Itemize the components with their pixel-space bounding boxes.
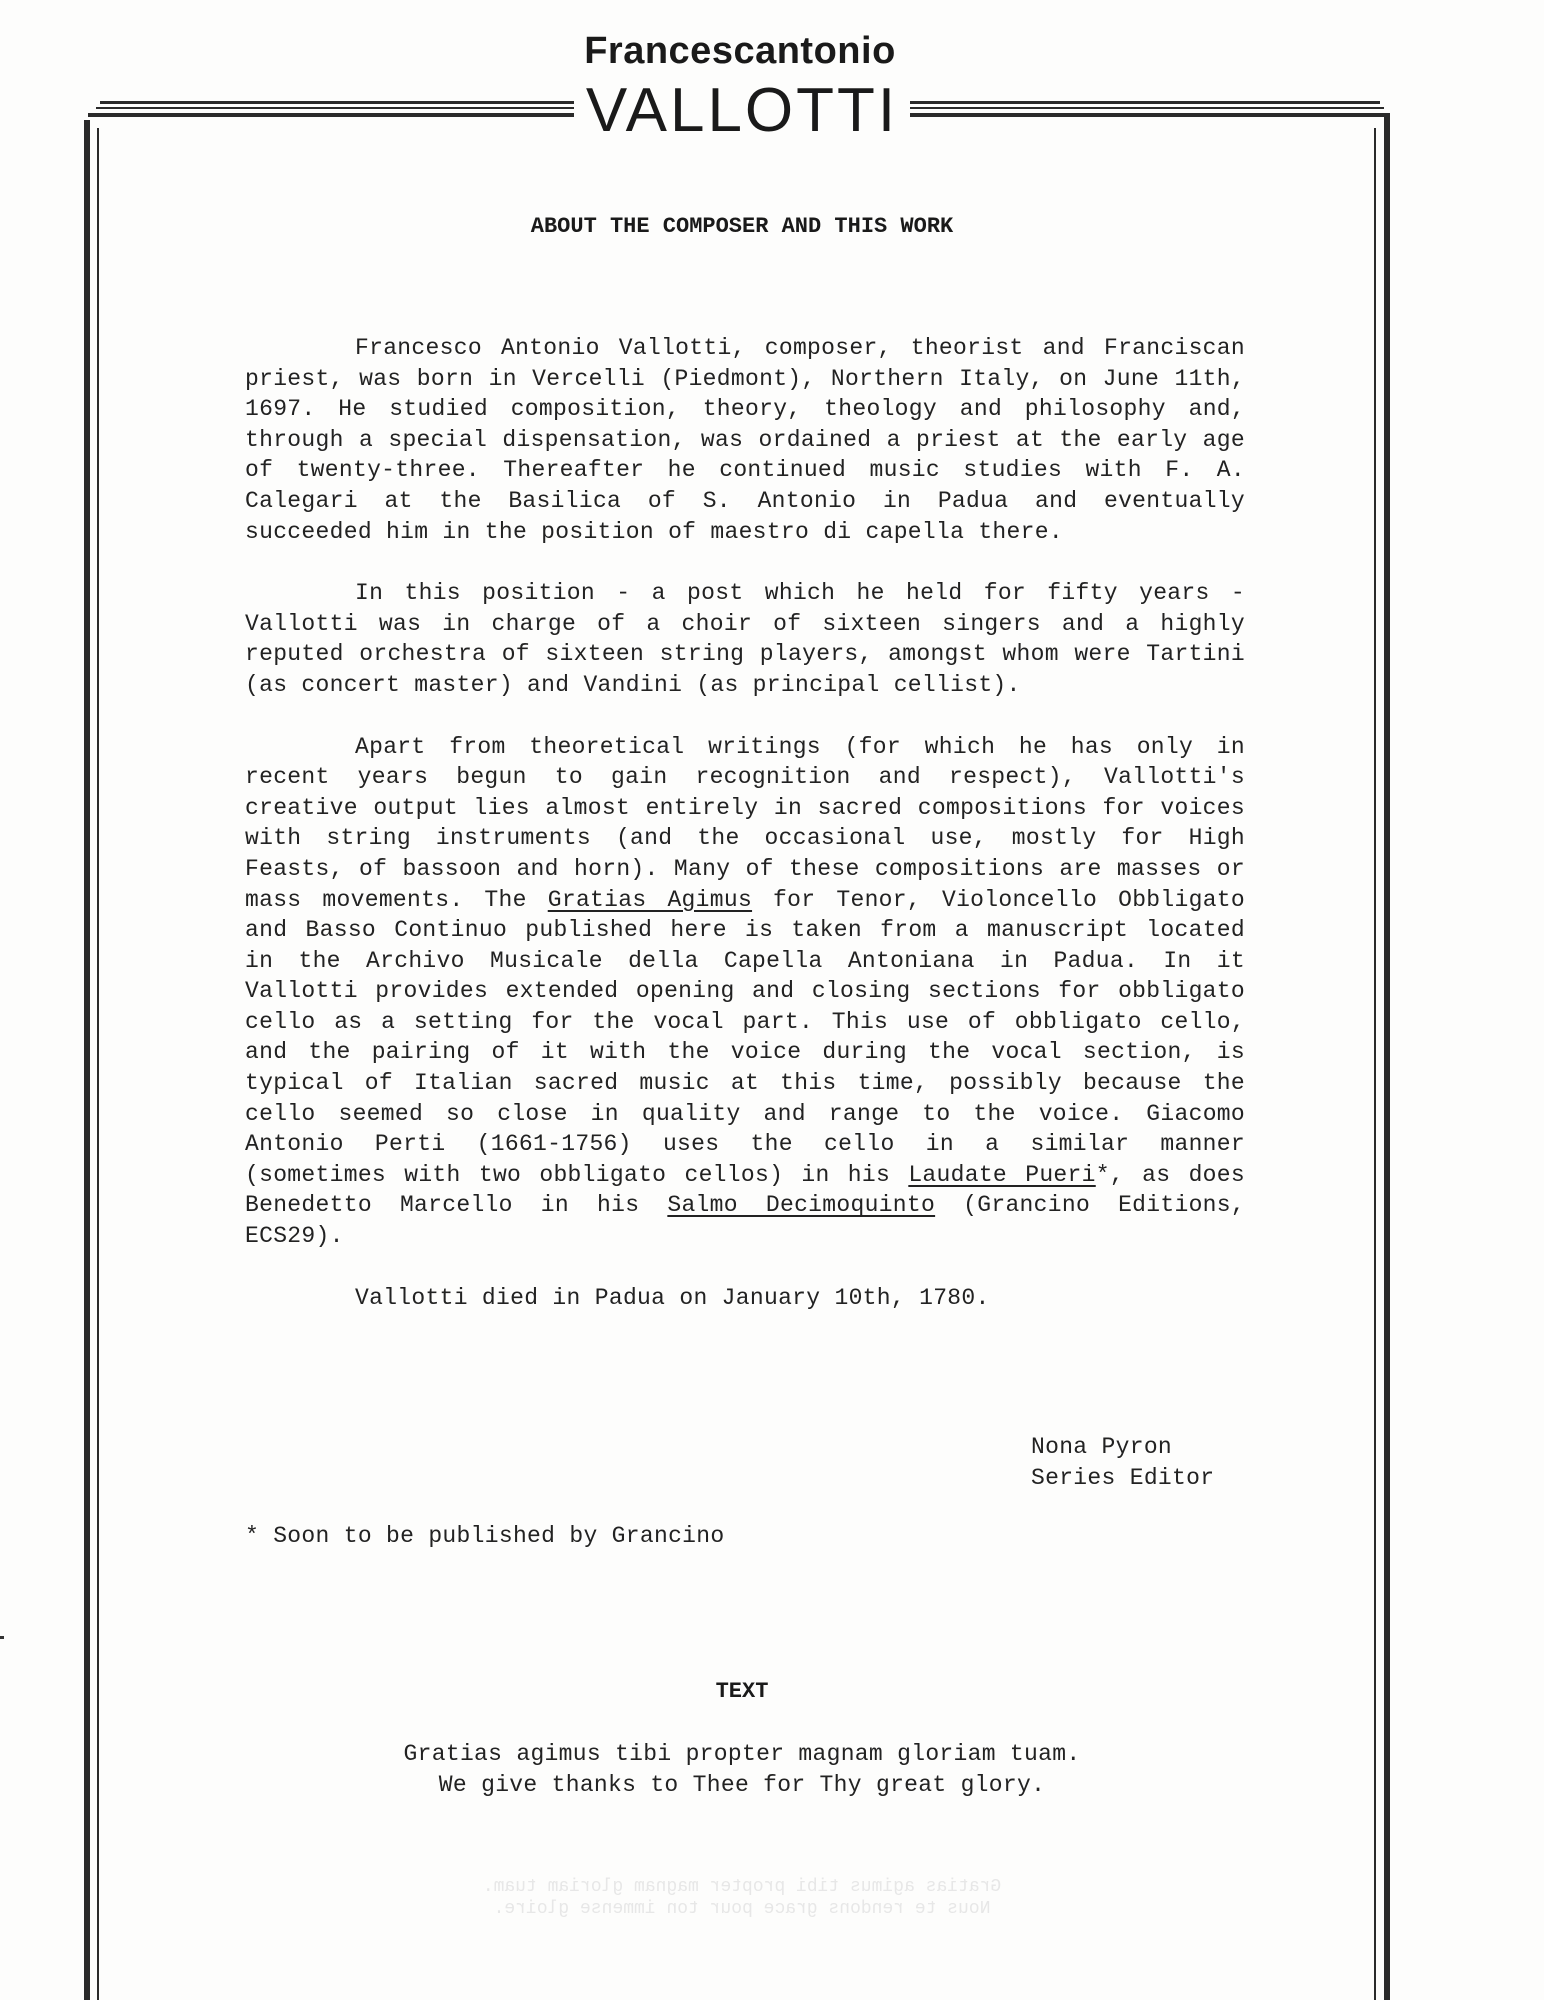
signature-name: Nona Pyron xyxy=(1031,1434,1173,1460)
paragraph-position: In this position - a post which he held for fifty years - Vallotti was in charge of a choir of sixteen singers and a highly reputed orchestra of sixteen string players, amongst whom were Tartini (as concert master) and Vandini (as principal cellist). xyxy=(245,580,1245,698)
paragraph-death: Vallotti died in Padua on January 10th, 1780. xyxy=(355,1284,990,1311)
paragraph-works xyxy=(245,732,1245,1252)
composer-first-name: Francescantonio xyxy=(584,30,896,72)
right-border-outer xyxy=(1384,114,1390,2000)
footnote: * Soon to be published by Grancino xyxy=(245,1523,725,1549)
text-block xyxy=(0,1739,1484,1801)
paragraph-works-text: Apart from theoretical writings (for which he has only in recent years begun to gain recognition and respect), Vallotti's creative output lies almost entirely in sacred compositions for voices with string instruments (and the occasional use, mostly for High Feasts, of bassoon and horn). Many of these compositions are masses or mass movements. The xyxy=(245,733,1245,913)
work-title-laudate-pueri: Laudate Pueri xyxy=(908,1161,1096,1188)
about-body xyxy=(245,333,1245,1344)
composer-last-name: VALLOTTI xyxy=(585,76,899,145)
paragraph-works-text: *, as does Benedetto Marcello in his xyxy=(245,1161,1245,1219)
text-heading: TEXT xyxy=(715,1679,769,1704)
about-heading: ABOUT THE COMPOSER AND THIS WORK xyxy=(530,214,954,239)
left-border-outer xyxy=(84,120,90,2000)
paragraph-biography: Francesco Antonio Vallotti, composer, theorist and Franciscan priest, was born in Vercelli (Piedmont), Northern Italy, on June 11th, 1697. He studied composition, theory, theology and philosophy and, through a special dispensation, was ordained a priest at the early age of twenty-three. Thereafter he continued music studies with F. A. Calegari at the Basilica of S. Antonio in Padua and eventually succeeded him in the position of maestro di capella there. xyxy=(245,335,1245,545)
paragraph-works-text: (Grancino Editions, ECS29). xyxy=(245,1192,1245,1250)
english-translation: We give thanks to Thee for Thy great glory. xyxy=(438,1772,1046,1798)
signature-role: Series Editor xyxy=(1031,1465,1215,1491)
scan-edge-mark xyxy=(0,1636,4,1639)
left-border-inner xyxy=(97,128,99,2000)
paragraph-works-text: for Tenor, Violoncello Obbligato and Basso Continuo published here is taken from a manuscript located in the Archivo Musicale della Capella Antoniana in Padua. In it Vallotti provides extended opening and closing sections for obbligato cello as a setting for the vocal part. This use of obbligato cello, and the pairing of it with the voice during the vocal section, is typical of Italian sacred music at this time, possibly because the cello seemed so close in quality and range to the voice. Giacomo Antonio Perti (1661-1756) uses the cello in a similar manner (sometimes with two obbligato cellos) in his xyxy=(245,886,1246,1188)
bleed-through-line: Nous te rendons grace pour ton immense gloire. xyxy=(493,1899,991,1919)
right-border-inner xyxy=(1374,128,1376,2000)
signature xyxy=(1031,1432,1214,1494)
bleed-through-text xyxy=(0,1876,1484,1920)
work-title-gratias-agimus: Gratias Agimus xyxy=(547,886,753,913)
bleed-through-line: Gratias agimus tibi propter magnam gloriam tuam. xyxy=(482,1877,1002,1897)
latin-text: Gratias agimus tibi propter magnam gloriam tuam. xyxy=(403,1741,1081,1767)
work-title-salmo-decimoquinto: Salmo Decimoquinto xyxy=(667,1192,936,1219)
